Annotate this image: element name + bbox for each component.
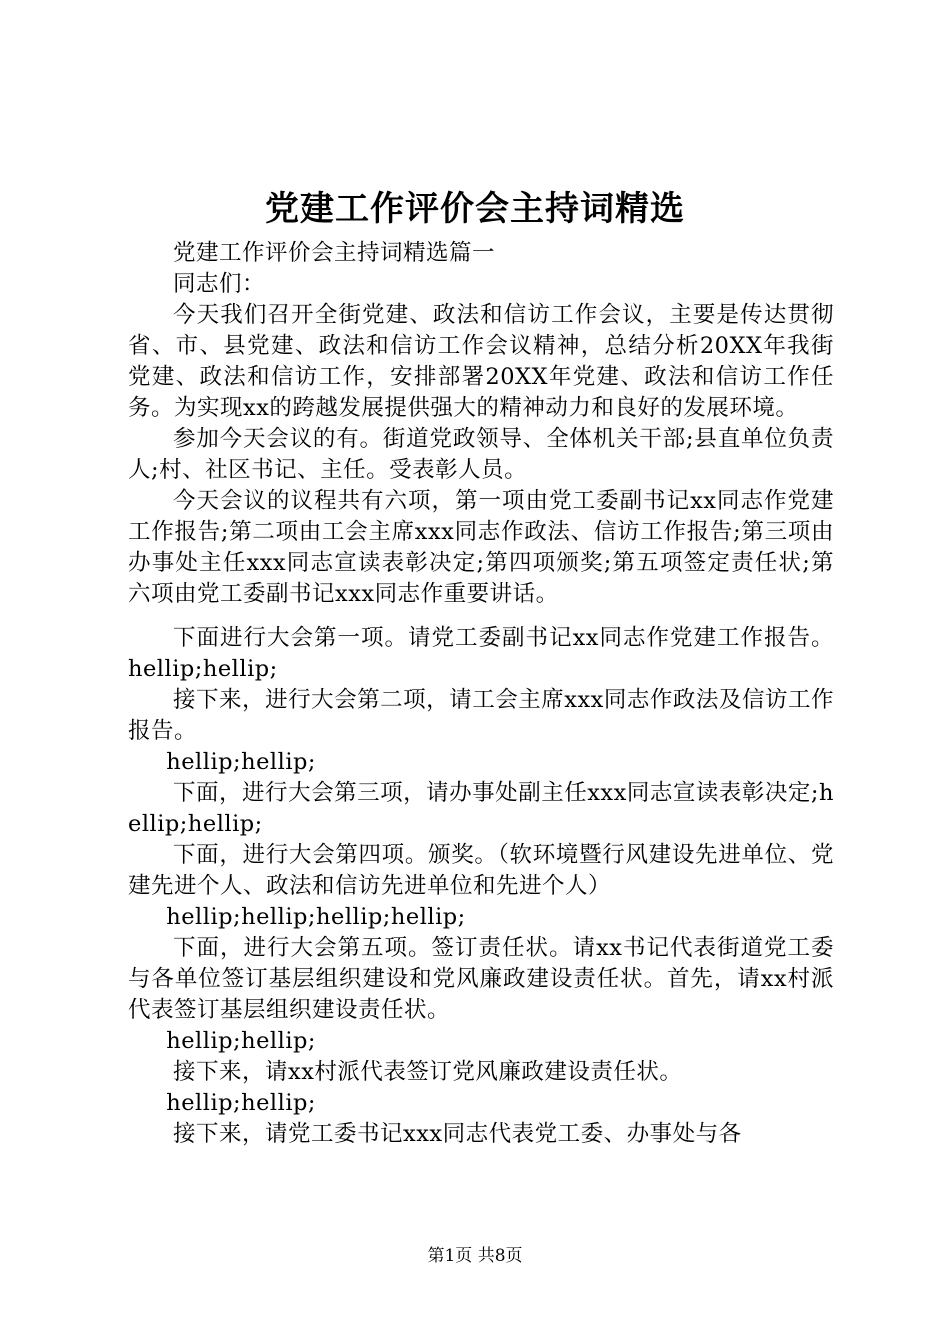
paragraph: 接下来，进行大会第二项，请工会主席xxx同志作政法及信访工作报告。 — [128, 687, 834, 744]
paragraph: 下面进行大会第一项。请党工委副书记xx同志作党建工作报告。hellip;hellip; — [128, 625, 834, 682]
section-heading: 党建工作评价会主持词精选篇一 — [173, 240, 496, 266]
document-body — [128, 238, 834, 1150]
paragraph: 接下来，请党工委书记xxx同志代表党工委、办事处与各 — [173, 1121, 742, 1147]
paragraph: 下面，进行大会第三项，请办事处副主任xxx同志宣读表彰决定;hellip;hellip; — [128, 780, 834, 837]
paragraph: 今天会议的议程共有六项，第一项由党工委副书记xx同志作党建工作报告;第二项由工会主席xxx同志作政法、信访工作报告;第三项由办事处主任xxx同志宣读表彰决定;第四项颁奖;第五项签定责任状;第六项由党工委副书记xxx同志作重要讲话。 — [128, 488, 834, 607]
paragraph: 接下来，请xx村派代表签订党风廉政建设责任状。 — [173, 1059, 683, 1085]
document-title: 党建工作评价会主持词精选 — [265, 189, 685, 229]
paragraph: 今天我们召开全街党建、政法和信访工作会议，主要是传达贯彻省、市、县党建、政法和信访工作会议精神，总结分析20XX年我街党建、政法和信访工作，安排部署20XX年党建、政法和信访工作任务。为实现xx的跨越发展提供强大的精神动力和良好的发展环境。 — [128, 302, 834, 421]
page-number-footer: 第1页 共8页 — [427, 1246, 523, 1266]
paragraph: 下面，进行大会第五项。签订责任状。请xx书记代表街道党工委与各单位签订基层组织建设和党风廉政建设责任状。首先，请xx村派代表签订基层组织建设责任状。 — [128, 935, 834, 1023]
ellipsis-line: hellip;hellip;hellip;hellip; — [166, 904, 466, 930]
ellipsis-line: hellip;hellip; — [166, 1028, 317, 1054]
salutation: 同志们： — [173, 271, 266, 297]
ellipsis-line: hellip;hellip; — [166, 749, 317, 775]
paragraph: 下面，进行大会第四项。颁奖。（软环境暨行风建设先进单位、党建先进个人、政法和信访先进单位和先进个人） — [128, 842, 834, 899]
paragraph: 参加今天会议的有。街道党政领导、全体机关干部;县直单位负责人;村、社区书记、主任。受表彰人员。 — [128, 426, 834, 483]
ellipsis-line: hellip;hellip; — [166, 1090, 317, 1116]
